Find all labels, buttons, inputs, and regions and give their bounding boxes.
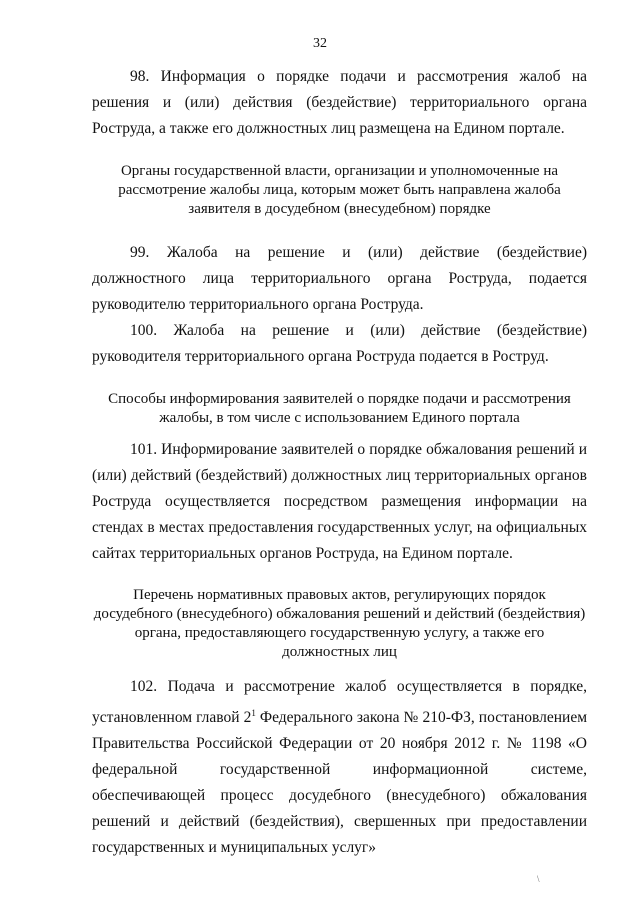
- paragraph-102: [92, 674, 587, 861]
- section-heading-informing-methods: Способы информирования заявителей о порядке подачи и рассмотрения жалобы, в том числе с использованием Единого портала: [108, 391, 571, 426]
- paragraph-99: 99. Жалоба на решение и (или) действие (бездействие) должностного лица территориального органа Роструда, подается руководителю территориального органа Роструда.: [92, 244, 587, 313]
- paragraph-101: 101. Информирование заявителей о порядке обжалования решений и (или) действий (бездействий) должностных лиц территориальных органов Роструда осуществляется посредством размещения информации на стендах в местах предоставления государственных услуг, на официальных сайтах территориальных органов Роструда, на Едином портале.: [92, 441, 587, 562]
- section-heading-legal-acts: Перечень нормативных правовых актов, регулирующих порядок досудебного (внесудебного) обжалования решений и действий (бездействия) органа, предоставляющего государственную услугу, а также его должностных лиц: [93, 587, 586, 660]
- page-number: 32: [313, 36, 327, 51]
- scan-mark: \: [537, 874, 540, 884]
- paragraph-102-start: 102. Подача и рассмотрение жалоб осуществляется в порядке, установленном главой 2: [92, 678, 587, 727]
- footnote-superscript: 1: [251, 708, 256, 718]
- paragraph-98: 98. Информация о порядке подачи и рассмотрения жалоб на решения и (или) действия (бездействие) территориального органа Роструда, а также его должностных лиц размещена на Едином портале.: [92, 68, 587, 137]
- paragraph-102-rest: Федерального закона № 210-ФЗ, постановлением Правительства Российской Федерации от 20 ноября 2012 г. № 1198 «О федеральной государственной информационной системе, обеспечивающей процесс досудебного (внесудебного) обжалования решений и действий (бездействия), свершенных при предоставлении государственных и муниципальных услуг»: [92, 709, 588, 857]
- section-heading-complaint-bodies: Органы государственной власти, организации и уполномоченные на рассмотрение жалобы лица, которым может быть направлена жалоба заявителя в досудебном (внесудебном) порядке: [118, 163, 561, 217]
- paragraph-100: 100. Жалоба на решение и (или) действие (бездействие) руководителя территориального органа Роструда подается в Роструд.: [92, 322, 587, 365]
